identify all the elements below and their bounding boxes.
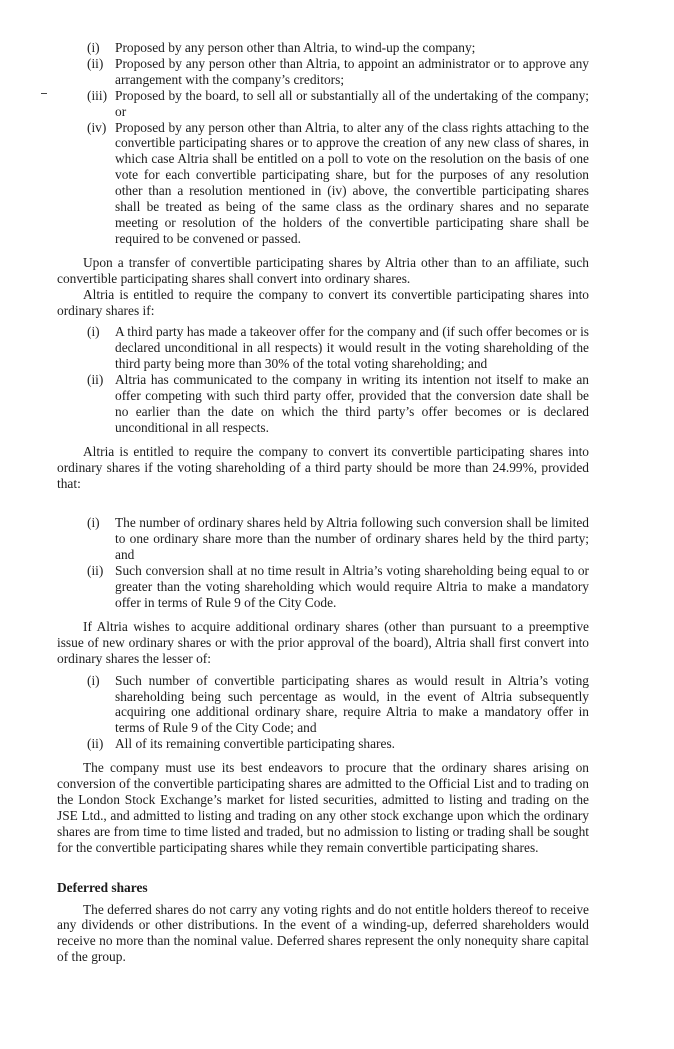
list-item-text: Proposed by any person other than Altria, to wind-up the company; (115, 40, 476, 55)
list-item (57, 324, 589, 372)
list-marker: (i) (87, 40, 100, 55)
list-item-text: Such conversion shall at no time result in Altria’s voting shareholding being equal to or greater than the voting shareholding which would require Altria to make a mandatory offer in terms of Rule 9 of the City Code. (115, 563, 589, 610)
list-item-text: Proposed by any person other than Altria, to appoint an administrator or to approve any arrangement with the company’s creditors; (115, 55, 589, 87)
list-marker: (ii) (87, 563, 104, 579)
list-item-text: The number of ordinary shares held by Altria following such conversion shall be limited to one ordinary share more than the number of ordinary shares held by the third party; and (115, 515, 589, 563)
list-marker: (i) (87, 324, 100, 340)
deferred-paragraph: The deferred shares do not carry any voting rights and do not entitle holders thereof to receive any dividends or other distributions. In the event of a winding-up, deferred shareholders would receive no more than the nominal value. Deferred shares represent the only nonequity share capital of the group. (57, 901, 589, 965)
margin-mark (41, 93, 47, 94)
list-item (57, 56, 589, 88)
list-item (57, 736, 589, 752)
list-item (57, 120, 589, 247)
list-item-text: All of its remaining convertible participating shares. (115, 736, 396, 752)
list-marker: (ii) (87, 372, 104, 388)
list-marker: (i) (87, 515, 100, 531)
list-item (57, 673, 589, 737)
list-item-text: Proposed by the board, to sell all or substantially all of the undertaking of the company; or (115, 87, 589, 119)
list-marker: (ii) (87, 55, 104, 71)
list-item-text: Proposed by any person other than Altria, to alter any of the class rights attaching to the convertible participating shares or to approve the creation of any new class of shares, in which case Altria shall be entitled on a poll to vote on the resolution on the basis of one vote for each convertible participating share, but for the purposes of any resolution other than a resolution mentioned in (iv) above, the convertible participating shares shall be treated as being of the same class as the ordinary shares and no separate meeting or resolution of the holders of the convertible participating share shall be required to be convened or passed. (115, 119, 589, 246)
acquisition-list (57, 673, 589, 753)
list-item-text: Such number of convertible participating shares as would result in Altria’s voting shareholding being such percentage as would, in the event of Altria subsequently acquiring one additional ordinary share, require Altria to make a mandatory offer in terms of Rule 9 of the City Code; and (115, 672, 589, 736)
require-conversion-paragraph: Altria is entitled to require the company to convert its convertible participating shares into ordinary shares if: (57, 286, 589, 318)
threshold-paragraph: Altria is entitled to require the company to convert its convertible participating shares into ordinary shares if the voting shareholding of a third party should be more than 24.99%, provided that: (57, 443, 589, 491)
list-item-text: Altria has communicated to the company in writing its intention not itself to make an offer competing with such third party offer, provided that the conversion date shall be no earlier than the date on which the third party’s offer becomes or is declared unconditional in all respects. (115, 372, 589, 435)
acquire-paragraph: If Altria wishes to acquire additional ordinary shares (other than pursuant to a preemptive issue of new ordinary shares or with the prior approval of the board), Altria shall first convert into ordinary shares the lesser of: (57, 618, 589, 666)
document-page (57, 40, 589, 965)
list-marker: (ii) (87, 736, 104, 752)
list-item (57, 40, 589, 56)
list-item (57, 563, 589, 611)
listing-paragraph: The company must use its best endeavors to procure that the ordinary shares arising on conversion of the convertible participating shares are admitted to the Official List and to trading on the London Stock Exchange’s market for listed securities, admitted to listing and trading on the JSE Ltd., and admitted to listing and trading on any other stock exchange upon which the ordinary shares are from time to time listed and traded, but no admission to listing or trading shall be sought for the convertible participating shares while they remain convertible participating shares. (57, 760, 589, 855)
list-marker: (i) (87, 672, 100, 688)
list-item-text: A third party has made a takeover offer for the company and (if such offer becomes or is declared unconditional in all respects) it would result in the voting shareholding of the third party being more than 30% of the total voting shareholding; and (115, 324, 589, 372)
takeover-conditions-list (57, 324, 589, 435)
list-marker: (iii) (87, 87, 108, 103)
resolution-list (57, 40, 589, 247)
list-item (57, 515, 589, 563)
section-heading: Deferred shares (57, 879, 148, 895)
list-item (57, 88, 589, 120)
transfer-paragraph: Upon a transfer of convertible participating shares by Altria other than to an affiliate, such convertible participating shares shall convert into ordinary shares. (57, 254, 589, 286)
conversion-limits-list (57, 515, 589, 610)
list-marker: (iv) (87, 119, 107, 135)
list-item (57, 372, 589, 436)
